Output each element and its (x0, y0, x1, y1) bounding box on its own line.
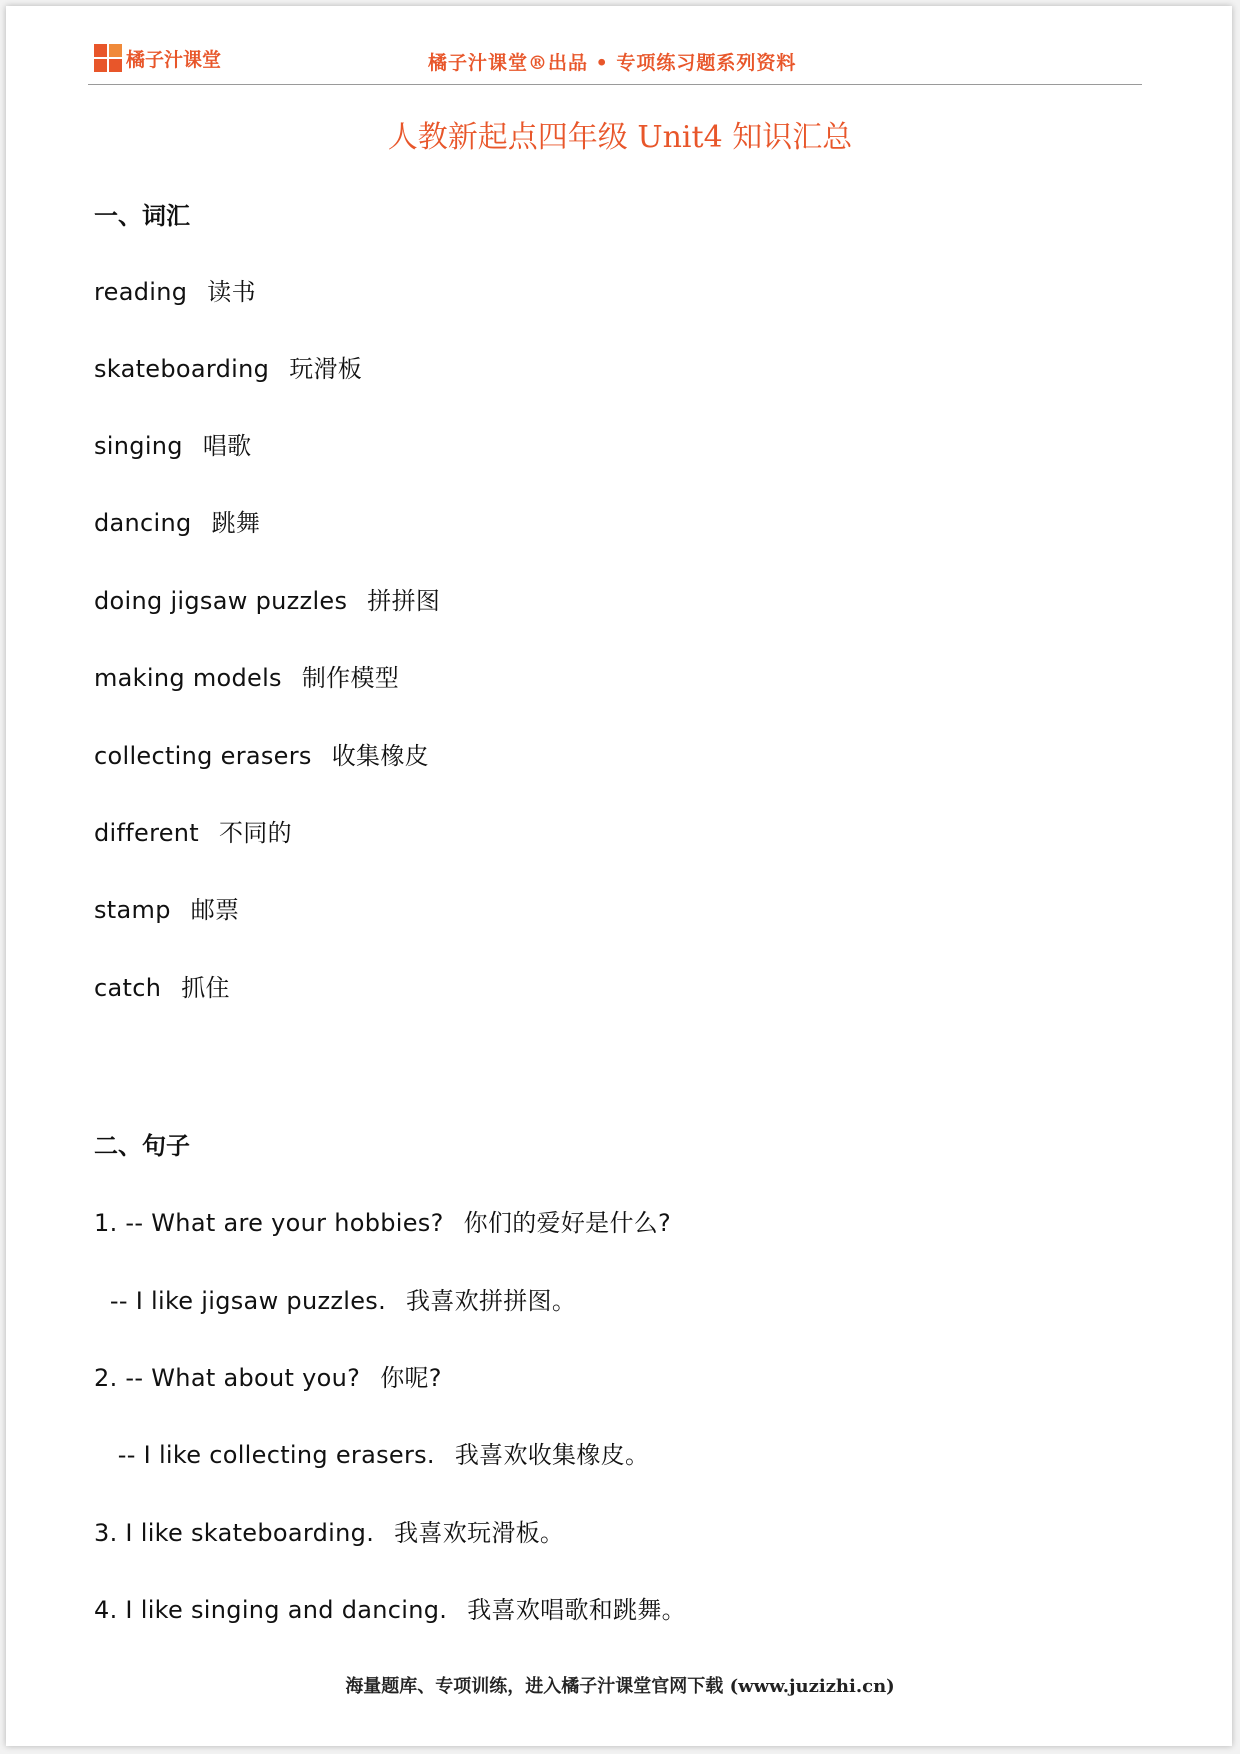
page-header (88, 36, 1142, 80)
sentence-en: -- I like jigsaw puzzles. (94, 1287, 387, 1315)
vocab-item (94, 968, 230, 1003)
page-footer: 海量题库、专项训练，进入橘子汁课堂官网下载 (www.juzizhi.cn) (345, 1676, 895, 1697)
vocab-en: dancing (94, 509, 192, 537)
sentence-en: 4. I like singing and dancing. (94, 1596, 448, 1624)
vocab-item (94, 890, 239, 925)
vocab-item (94, 658, 399, 693)
vocab-en: reading (94, 278, 188, 306)
vocab-item (94, 272, 256, 307)
vocab-zh: 玩滑板 (289, 355, 363, 383)
vocab-en: making models (94, 664, 282, 692)
sentence-line (94, 1358, 442, 1393)
sentence-en: 3. I like skateboarding. (94, 1519, 375, 1547)
sentence-en: -- I like collecting erasers. (94, 1441, 435, 1469)
header-divider (88, 84, 1142, 85)
vocab-zh: 抓住 (181, 974, 230, 1002)
logo-text: 橘子汁课堂 (126, 48, 222, 71)
sentence-zh: 我喜欢玩滑板。 (394, 1519, 565, 1547)
vocab-zh: 读书 (207, 278, 256, 306)
sentence-en: 1. -- What are your hobbies? (94, 1209, 444, 1237)
sentence-zh: 你们的爱好是什么? (463, 1209, 672, 1237)
sentence-heading: 二、句子 (94, 1132, 190, 1160)
vocab-zh: 跳舞 (211, 509, 261, 537)
vocab-zh: 不同的 (219, 819, 292, 847)
vocab-item (94, 813, 292, 848)
sentence-zh: 我喜欢拼拼图。 (406, 1287, 577, 1315)
brand-logo (94, 44, 221, 72)
sentence-line (94, 1281, 576, 1316)
vocab-en: different (94, 819, 199, 847)
vocab-item (94, 426, 251, 461)
vocab-en: singing (94, 432, 183, 460)
sentence-zh: 我喜欢唱歌和跳舞。 (467, 1596, 686, 1624)
header-title: 橘子汁课堂®出品 • 专项练习题系列资料 (428, 52, 797, 74)
vocab-en: stamp (94, 896, 171, 924)
vocab-en: catch (94, 974, 162, 1002)
vocab-item (94, 581, 440, 616)
document-page (6, 6, 1232, 1746)
sentence-en: 2. -- What about you? (94, 1364, 361, 1392)
vocab-item (94, 349, 362, 384)
vocab-zh: 收集橡皮 (331, 742, 429, 770)
vocab-en: doing jigsaw puzzles (94, 587, 348, 615)
vocab-zh: 邮票 (190, 896, 240, 924)
vocab-en: skateboarding (94, 355, 270, 383)
sentence-zh: 你呢? (380, 1364, 442, 1392)
sentence-zh: 我喜欢收集橡皮。 (454, 1441, 650, 1469)
vocab-en: collecting erasers (94, 742, 312, 770)
vocab-zh: 拼拼图 (367, 587, 441, 615)
vocab-zh: 制作模型 (301, 664, 400, 692)
vocab-item (94, 736, 429, 771)
sentence-line (94, 1203, 671, 1238)
vocab-item (94, 503, 260, 538)
sentence-line (94, 1590, 686, 1625)
vocab-heading: 一、词汇 (94, 202, 190, 230)
logo-icon (94, 44, 122, 72)
sentence-line (94, 1513, 564, 1548)
document-title: 人教新起点四年级 Unit4 知识汇总 (387, 120, 853, 155)
sentence-line (94, 1435, 649, 1470)
vocab-zh: 唱歌 (202, 432, 252, 460)
